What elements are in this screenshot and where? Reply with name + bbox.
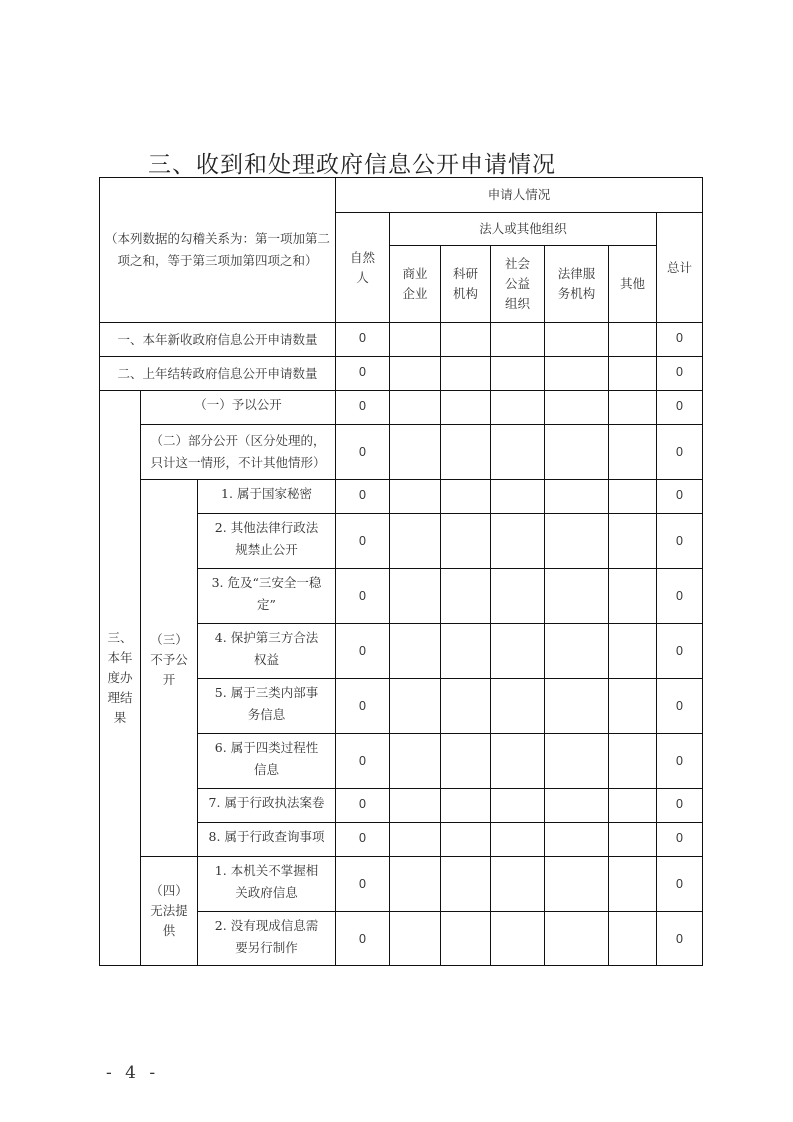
table-row: [100, 425, 703, 480]
row-label: 二、上年结转政府信息公开申请数量: [100, 357, 336, 391]
natural-value: 0: [336, 823, 390, 857]
row-label: 1. 属于国家秘密: [198, 480, 336, 514]
total-value: 0: [657, 425, 703, 480]
table-row: [100, 391, 703, 425]
row-label: （一）予以公开: [141, 391, 336, 425]
natural-person-header: 自然人: [336, 213, 390, 323]
natural-value: 0: [336, 679, 390, 734]
total-value: 0: [657, 480, 703, 514]
total-value: 0: [657, 734, 703, 789]
results-group-label: 三、本年度办理结果: [100, 391, 141, 966]
row-label: 2. 没有现成信息需要另行制作: [198, 912, 336, 966]
row-label: 5. 属于三类内部事务信息: [198, 679, 336, 734]
row-label: 3. 危及“三安全一稳定”: [198, 569, 336, 624]
table-row: [100, 323, 703, 357]
row-label: 4. 保护第三方合法权益: [198, 624, 336, 679]
total-value: 0: [657, 679, 703, 734]
natural-value: 0: [336, 323, 390, 357]
natural-value: 0: [336, 514, 390, 569]
row-label: 7. 属于行政执法案卷: [198, 789, 336, 823]
total-value: 0: [657, 391, 703, 425]
total-header: 总计: [657, 213, 703, 323]
total-value: 0: [657, 857, 703, 912]
col-header-research: 科研机构: [441, 246, 491, 323]
total-value: 0: [657, 624, 703, 679]
table-row: [100, 357, 703, 391]
total-value: 0: [657, 823, 703, 857]
row-label: 2. 其他法律行政法规禁止公开: [198, 514, 336, 569]
total-value: 0: [657, 323, 703, 357]
natural-value: 0: [336, 857, 390, 912]
info-disclosure-table: [99, 177, 703, 966]
natural-value: 0: [336, 357, 390, 391]
page-number: - 4 -: [106, 1063, 160, 1083]
not-disclosed-group-label: （三）不予公开: [141, 480, 198, 857]
col-header-business: 商业企业: [390, 246, 441, 323]
natural-value: 0: [336, 789, 390, 823]
header-note: （本列数据的勾稽关系为：第一项加第二项之和，等于第三项加第四项之和）: [100, 178, 336, 323]
total-value: 0: [657, 789, 703, 823]
natural-value: 0: [336, 569, 390, 624]
natural-value: 0: [336, 624, 390, 679]
total-value: 0: [657, 912, 703, 966]
row-label: 6. 属于四类过程性信息: [198, 734, 336, 789]
col-header-other: 其他: [609, 246, 657, 323]
section-title: 三、收到和处理政府信息公开申请情况: [148, 152, 556, 178]
row-label: 8. 属于行政查询事项: [198, 823, 336, 857]
table-row: [100, 480, 703, 514]
natural-value: 0: [336, 425, 390, 480]
row-label: 一、本年新收政府信息公开申请数量: [100, 323, 336, 357]
col-header-social: 社会公益组织: [491, 246, 545, 323]
total-value: 0: [657, 569, 703, 624]
table-row: [100, 857, 703, 912]
natural-value: 0: [336, 734, 390, 789]
row-label: （二）部分公开（区分处理的，只计这一情形，不计其他情形）: [141, 425, 336, 480]
row-label: 1. 本机关不掌握相关政府信息: [198, 857, 336, 912]
natural-value: 0: [336, 391, 390, 425]
natural-value: 0: [336, 912, 390, 966]
unable-group-label: （四）无法提供: [141, 857, 198, 966]
legal-group-header: 法人或其他组织: [390, 213, 657, 246]
col-header-legal-service: 法律服务机构: [545, 246, 609, 323]
natural-value: 0: [336, 480, 390, 514]
total-value: 0: [657, 357, 703, 391]
applicant-group-header: 申请人情况: [336, 178, 703, 213]
total-value: 0: [657, 514, 703, 569]
